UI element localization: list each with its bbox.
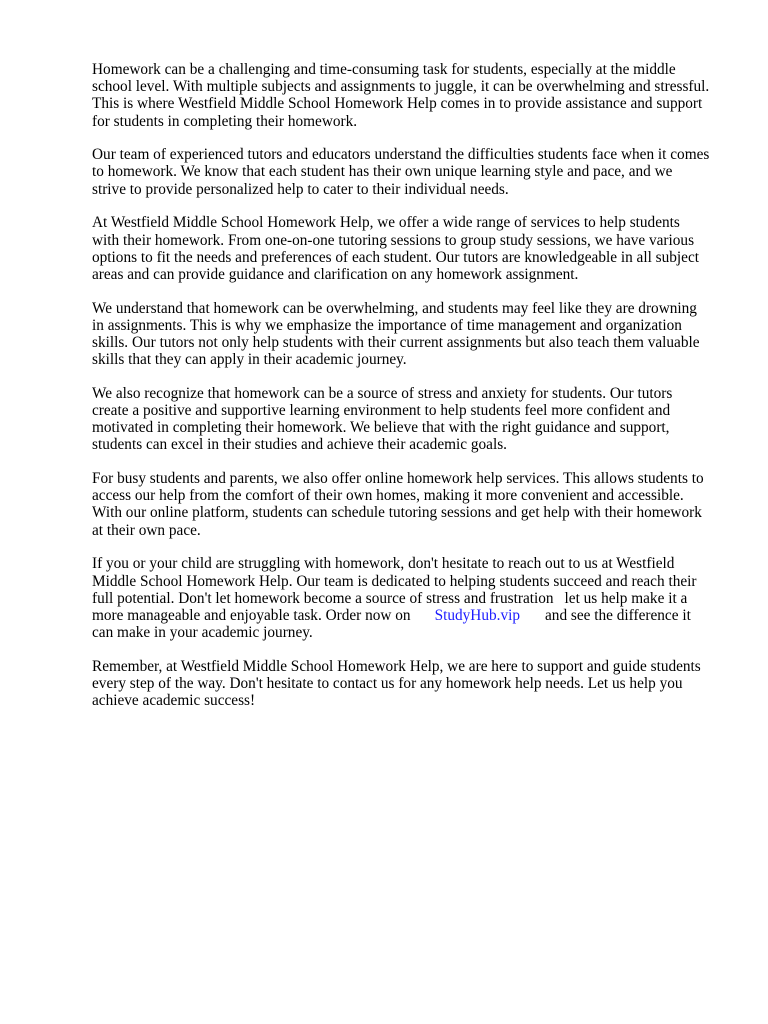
text-line: strive to provide personalized help to cater to their individual needs. (92, 180, 509, 198)
text-line: every step of the way. Don't hesitate to contact us for any homework help needs. Let us help you (92, 674, 683, 692)
intro-paragraph (92, 61, 732, 130)
time-management-paragraph (92, 300, 732, 369)
text-line: achieve academic success! (92, 692, 256, 710)
call-to-action-paragraph (92, 555, 732, 641)
text-line: in assignments. This is why we emphasize the importance of time management and organization (92, 316, 682, 334)
text-line: at their own pace. (92, 521, 201, 539)
text-line (92, 590, 732, 607)
text-line: school level. With multiple subjects and assignments to juggle, it can be overwhelming and stressful. (92, 78, 710, 96)
services-paragraph (92, 214, 732, 283)
text-line: This is where Westfield Middle School Homework Help comes in to provide assistance and support (92, 95, 703, 113)
text-line: For busy students and parents, we also offer online homework help services. This allows students to (92, 470, 704, 488)
text-line: skills. Our tutors not only help students with their current assignments but also teach them valuable (92, 333, 700, 351)
text-segment: and see the difference it (545, 606, 691, 624)
text-line: students can excel in their studies and achieve their academic goals. (92, 436, 507, 454)
text-line: areas and can provide guidance and clarification on any homework assignment. (92, 265, 579, 283)
studyhub-link[interactable]: StudyHub.vip (434, 606, 520, 624)
text-line: can make in your academic journey. (92, 624, 313, 642)
team-paragraph (92, 146, 732, 198)
text-line: motivated in completing their homework. We believe that with the right guidance and support, (92, 419, 670, 437)
text-segment: more manageable and enjoyable task. Order now on (92, 606, 411, 624)
text-segment: let us help make it a (564, 589, 688, 607)
online-help-paragraph (92, 470, 732, 539)
text-line: Our team of experienced tutors and educators understand the difficulties students face when it comes (92, 146, 710, 164)
document-page (92, 61, 732, 726)
text-line: Homework can be a challenging and time-consuming task for students, especially at the middle (92, 61, 676, 78)
text-line: At Westfield Middle School Homework Help, we offer a wide range of services to help students (92, 214, 680, 232)
text-line: options to fit the needs and preferences of each student. Our tutors are knowledgeable in all subject (92, 248, 699, 266)
text-line: We also recognize that homework can be a source of stress and anxiety for students. Our tutors (92, 384, 673, 402)
text-line: Middle School Homework Help. Our team is dedicated to helping students succeed and reach their (92, 572, 697, 590)
text-line: With our online platform, students can schedule tutoring sessions and get help with their homework (92, 504, 702, 522)
text-line: If you or your child are struggling with homework, don't hesitate to reach out to us at Westfield (92, 555, 675, 573)
text-line: We understand that homework can be overwhelming, and students may feel like they are drowning (92, 299, 697, 317)
text-segment: full potential. Don't let homework become a source of stress and frustration (92, 589, 554, 607)
text-line: to homework. We know that each student has their own unique learning style and pace, and we (92, 163, 673, 181)
text-line (92, 607, 732, 624)
text-line: for students in completing their homework. (92, 112, 358, 130)
text-line: skills that they can apply in their academic journey. (92, 351, 407, 369)
closing-paragraph (92, 658, 732, 710)
text-line: create a positive and supportive learning environment to help students feel more confident and (92, 402, 671, 419)
text-line: access our help from the comfort of their own homes, making it more convenient and accessible. (92, 487, 684, 505)
text-line: Remember, at Westfield Middle School Homework Help, we are here to support and guide students (92, 657, 701, 675)
text-line: with their homework. From one-on-one tutoring sessions to group study sessions, we have various (92, 231, 695, 249)
stress-paragraph (92, 385, 732, 454)
